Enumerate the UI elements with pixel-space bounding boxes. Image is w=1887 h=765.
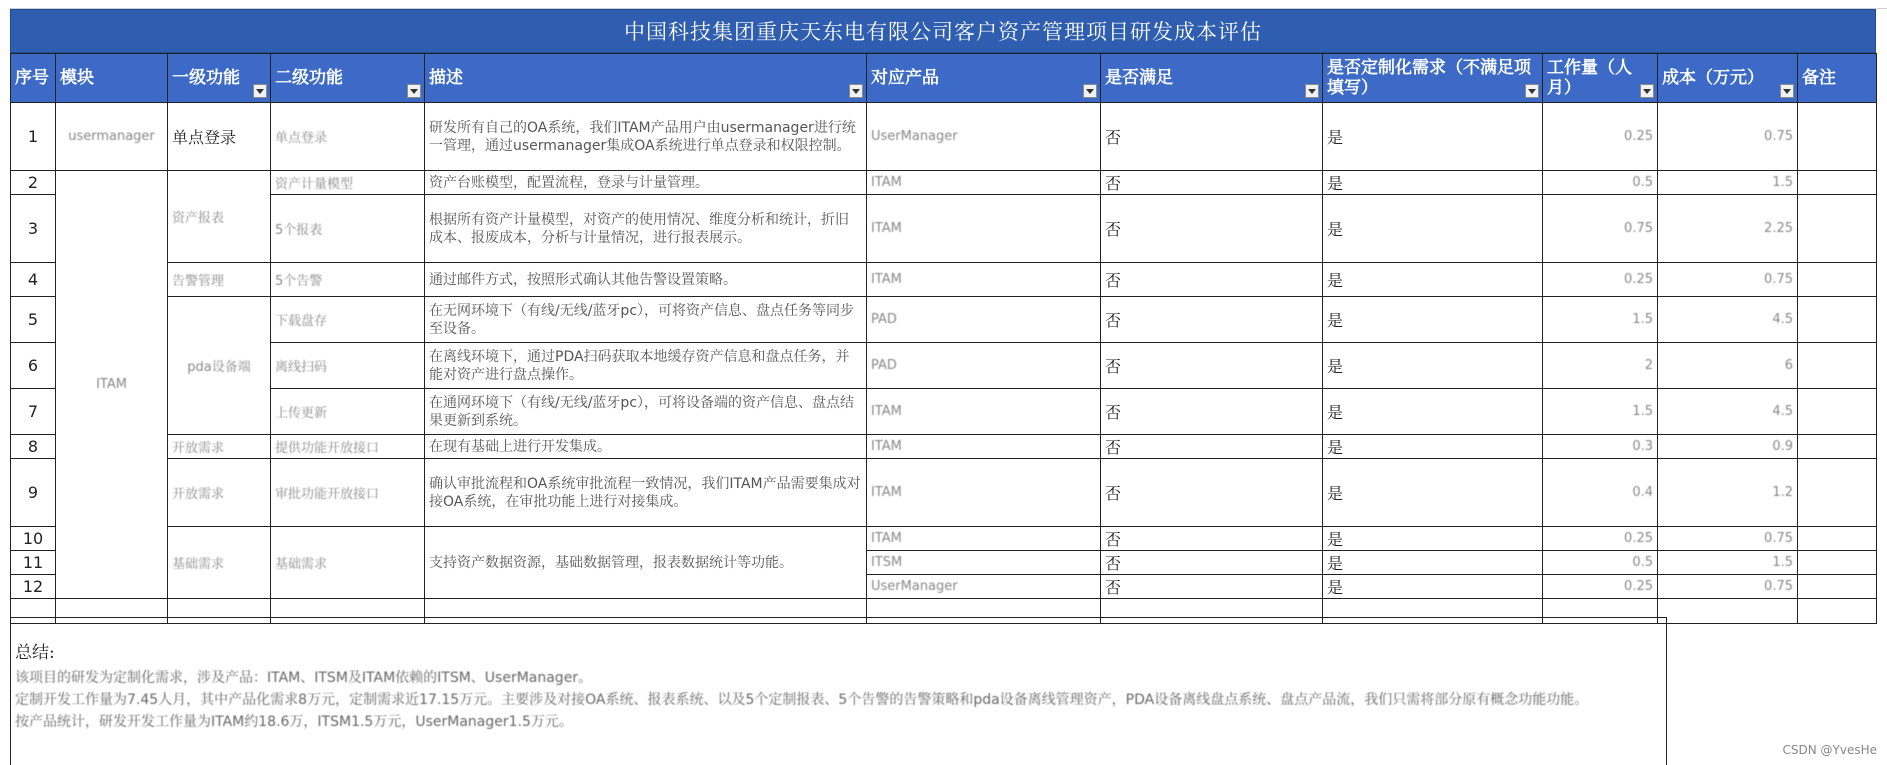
header-module[interactable]: 模块 [56,54,168,103]
cell-custom[interactable]: 是 [1323,551,1543,575]
cell-desc[interactable]: 在离线环境下，通过PDA扫码获取本地缓存资产信息和盘点任务，并能对资产进行盘点操作。 [425,343,867,389]
cell-satisfied[interactable]: 否 [1101,103,1323,171]
cell-module[interactable]: ITAM [56,171,168,599]
cell-workload[interactable]: 1.5 [1543,389,1658,435]
cell-product[interactable]: ITSM [867,551,1101,575]
cell-satisfied[interactable]: 否 [1101,459,1323,527]
cell-no[interactable]: 12 [11,575,56,599]
cell-product[interactable]: ITAM [867,171,1101,195]
cell-no[interactable]: 1 [11,103,56,171]
cell-cost[interactable]: 1.5 [1658,171,1798,195]
cell-workload[interactable]: 2 [1543,343,1658,389]
cell-func1[interactable]: 单点登录 [168,103,271,171]
cell-cost[interactable]: 4.5 [1658,389,1798,435]
cell-custom[interactable]: 是 [1323,297,1543,343]
cell-custom[interactable]: 是 [1323,435,1543,459]
cell-no[interactable]: 8 [11,435,56,459]
cell-workload[interactable]: 0.3 [1543,435,1658,459]
cell-no[interactable]: 5 [11,297,56,343]
header-desc[interactable]: 描述 [425,54,867,103]
cell-func2[interactable]: 提供功能开放接口 [271,435,425,459]
cell-product[interactable]: ITAM [867,263,1101,297]
header-cost[interactable]: 成本（万元） [1658,54,1798,103]
cell-func1[interactable]: 开放需求 [168,435,271,459]
cell-func2[interactable]: 审批功能开放接口 [271,459,425,527]
cell-func1[interactable]: 基础需求 [168,527,271,599]
cell-satisfied[interactable]: 否 [1101,551,1323,575]
cell-func2[interactable]: 单点登录 [271,103,425,171]
cell-func2[interactable]: 离线扫码 [271,343,425,389]
table-row [11,297,1877,343]
empty-cell[interactable] [1798,599,1877,624]
cell-workload[interactable]: 0.5 [1543,171,1658,195]
cell-no[interactable]: 11 [11,551,56,575]
filter-dropdown-icon[interactable] [253,84,267,98]
header-product[interactable]: 对应产品 [867,54,1101,103]
cell-satisfied[interactable]: 否 [1101,297,1323,343]
cell-remark[interactable] [1798,459,1877,527]
table-row [11,195,1877,263]
cell-workload[interactable]: 0.25 [1543,263,1658,297]
cell-satisfied[interactable]: 否 [1101,527,1323,551]
cell-custom[interactable]: 是 [1323,575,1543,599]
cell-cost[interactable]: 0.75 [1658,527,1798,551]
cell-no[interactable]: 2 [11,171,56,195]
summary-merged-cell[interactable] [10,617,1667,765]
table-row [11,459,1877,527]
cell-func2[interactable]: 下载盘存 [271,297,425,343]
cell-custom[interactable]: 是 [1323,527,1543,551]
cell-product[interactable]: ITAM [867,435,1101,459]
table-row [11,389,1877,435]
header-row [11,54,1877,103]
filter-dropdown-icon[interactable] [1780,84,1794,98]
column-header-gutter[interactable] [10,0,1887,9]
cell-workload[interactable]: 0.4 [1543,459,1658,527]
cell-remark[interactable] [1798,171,1877,195]
cell-no[interactable]: 7 [11,389,56,435]
cell-custom[interactable]: 是 [1323,389,1543,435]
cell-cost[interactable]: 0.9 [1658,435,1798,459]
header-workload[interactable]: 工作量（人月） [1543,54,1658,103]
cell-no[interactable]: 10 [11,527,56,551]
cell-product[interactable]: PAD [867,343,1101,389]
table-row [11,527,1877,551]
cell-product[interactable]: ITAM [867,527,1101,551]
cell-no[interactable]: 6 [11,343,56,389]
summary-line: 该项目的研发为定制化需求，涉及产品：ITAM、ITSM及ITAM依赖的ITSM、UserManager。 [15,670,593,686]
filter-dropdown-icon[interactable] [407,84,421,98]
cell-remark[interactable] [1798,389,1877,435]
cell-satisfied[interactable]: 否 [1101,435,1323,459]
header-no[interactable]: 序号 [11,54,56,103]
cell-workload[interactable]: 0.25 [1543,103,1658,171]
watermark: CSDN @YvesHe [1782,743,1877,757]
summary-line: 按产品统计，研发开发工作量为ITAM约18.6万，ITSM1.5万元，UserManager1.5万元。 [15,714,573,730]
filter-dropdown-icon[interactable] [1305,84,1319,98]
cell-product[interactable]: ITAM [867,459,1101,527]
cell-func2[interactable]: 5个告警 [271,263,425,297]
cell-desc[interactable]: 资产台账模型，配置流程，登录与计量管理。 [425,171,867,195]
cell-func2[interactable]: 5个报表 [271,195,425,263]
cell-satisfied[interactable]: 否 [1101,171,1323,195]
header-custom[interactable]: 是否定制化需求（不满足项填写） [1323,54,1543,103]
cell-func1[interactable]: pda设备端 [168,297,271,435]
cell-remark[interactable] [1798,435,1877,459]
cell-custom[interactable]: 是 [1323,263,1543,297]
cell-product[interactable]: PAD [867,297,1101,343]
cell-custom[interactable]: 是 [1323,171,1543,195]
cell-desc[interactable]: 根据所有资产计量模型，对资产的使用情况、维度分析和统计，折旧成本、报废成本，分析与计量情况，进行报表展示。 [425,195,867,263]
cell-satisfied[interactable]: 否 [1101,389,1323,435]
cell-func1[interactable]: 告警管理 [168,263,271,297]
cell-product[interactable]: ITAM [867,389,1101,435]
empty-cell[interactable] [1658,599,1798,624]
cell-desc[interactable]: 通过邮件方式，按照形式确认其他告警设置策略。 [425,263,867,297]
cell-desc[interactable]: 在现有基础上进行开发集成。 [425,435,867,459]
cell-desc[interactable]: 确认审批流程和OA系统审批流程一致情况，我们ITAM产品需要集成对接OA系统，在审批功能上进行对接集成。 [425,459,867,527]
table-row [11,263,1877,297]
cell-remark[interactable] [1798,103,1877,171]
header-satisfied[interactable]: 是否满足 [1101,54,1323,103]
cell-func2[interactable]: 基础需求 [271,527,425,599]
cell-desc[interactable]: 支持资产数据资源，基础数据管理，报表数据统计等功能。 [425,527,867,599]
cell-func2[interactable]: 上传更新 [271,389,425,435]
filter-dropdown-icon[interactable] [1525,84,1539,98]
cell-satisfied[interactable]: 否 [1101,263,1323,297]
cell-no[interactable]: 9 [11,459,56,527]
cell-custom[interactable]: 是 [1323,459,1543,527]
filter-dropdown-icon[interactable] [1640,84,1654,98]
summary-line: 定制开发工作量为7.45人月，其中产品化需求8万元，定制需求近17.15万元。主要涉及对接OA系统、报表系统、以及5个定制报表、5个告警的告警策略和pda设备离线管理资产，PDA设备离线盘点系统、盘点产品流，我们只需将部分原有概念功能功能。 [15,692,1589,708]
filter-dropdown-icon[interactable] [1083,84,1097,98]
cell-remark[interactable] [1798,263,1877,297]
table-row [11,435,1877,459]
cell-cost[interactable]: 0.75 [1658,263,1798,297]
cell-product[interactable]: UserManager [867,575,1101,599]
header-func1[interactable]: 一级功能 [168,54,271,103]
table-row [11,103,1877,171]
cell-workload[interactable]: 1.5 [1543,297,1658,343]
summary-label: 总结: [15,643,55,663]
cell-func2[interactable]: 资产计量模型 [271,171,425,195]
cell-custom[interactable]: 是 [1323,103,1543,171]
cell-remark[interactable] [1798,551,1877,575]
cell-remark[interactable] [1798,195,1877,263]
cell-satisfied[interactable]: 否 [1101,575,1323,599]
cell-cost[interactable]: 0.75 [1658,103,1798,171]
cell-cost[interactable]: 1.2 [1658,459,1798,527]
cell-remark[interactable] [1798,527,1877,551]
cell-desc[interactable]: 在无网环境下（有线/无线/蓝牙pc），可将资产信息、盘点任务等同步至设备。 [425,297,867,343]
cell-remark[interactable] [1798,575,1877,599]
cell-desc[interactable]: 在通网环境下（有线/无线/蓝牙pc），可将设备端的资产信息、盘点结果更新到系统。 [425,389,867,435]
cell-desc[interactable]: 研发所有自己的OA系统，我们ITAM产品用户由usermanager进行统一管理，通过usermanager集成OA系统进行单点登录和权限控制。 [425,103,867,171]
cell-custom[interactable]: 是 [1323,195,1543,263]
table-row [11,171,1877,195]
cell-func1[interactable]: 开放需求 [168,459,271,527]
cell-satisfied[interactable]: 否 [1101,343,1323,389]
cell-product[interactable]: UserManager [867,103,1101,171]
cell-custom[interactable]: 是 [1323,343,1543,389]
table-row [11,343,1877,389]
cell-product[interactable]: ITAM [867,195,1101,263]
cell-cost[interactable]: 2.25 [1658,195,1798,263]
cell-satisfied[interactable]: 否 [1101,195,1323,263]
filter-dropdown-icon[interactable] [849,84,863,98]
cell-workload[interactable]: 0.25 [1543,527,1658,551]
cell-workload[interactable]: 0.75 [1543,195,1658,263]
cell-cost[interactable]: 6 [1658,343,1798,389]
cell-no[interactable]: 3 [11,195,56,263]
cell-cost[interactable]: 0.75 [1658,575,1798,599]
cell-cost[interactable]: 1.5 [1658,551,1798,575]
cell-func1[interactable]: 资产报表 [168,171,271,263]
cell-workload[interactable]: 0.25 [1543,575,1658,599]
header-func2[interactable]: 二级功能 [271,54,425,103]
cell-remark[interactable] [1798,343,1877,389]
header-remark[interactable]: 备注 [1798,54,1877,103]
cell-no[interactable]: 4 [11,263,56,297]
sheet-title-cell[interactable]: 中国科技集团重庆天东电有限公司客户资产管理项目研发成本评估 [10,9,1876,53]
cell-remark[interactable] [1798,297,1877,343]
cell-workload[interactable]: 0.5 [1543,551,1658,575]
cell-module[interactable]: usermanager [56,103,168,171]
cell-cost[interactable]: 4.5 [1658,297,1798,343]
cost-table [10,53,1877,624]
